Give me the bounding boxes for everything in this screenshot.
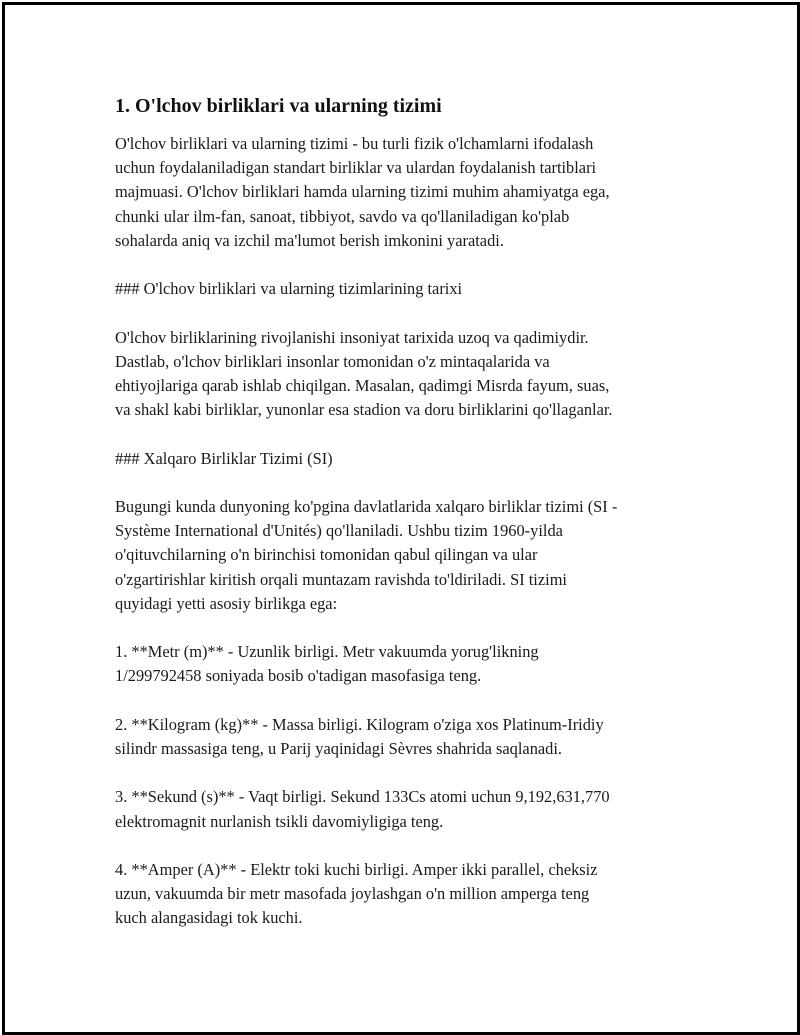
text-line: Système International d'Unités) qo'llaniladi. Ushbu tizim 1960-yilda: [115, 521, 563, 541]
list-item-amper: [115, 858, 695, 931]
text-line: uzun, vakuumda bir metr masofada joylashgan o'n million amperga teng: [115, 884, 590, 904]
text-line: O'lchov birliklari va ularning tizimi - bu turli fizik o'lchamlarni ifodalash: [115, 134, 594, 153]
list-item-kilogram: [115, 713, 695, 761]
section-heading-si: [115, 447, 695, 471]
text-line: ### O'lchov birliklari va ularning tizimlarining tarixi: [115, 279, 463, 299]
document-body: [115, 92, 695, 955]
text-line: majmuasi. O'lchov birliklari hamda ularning tizimi muhim ahamiyatga ega,: [115, 182, 610, 202]
paragraph-history: [115, 326, 695, 423]
text-line: ### Xalqaro Birliklar Tizimi (SI): [115, 448, 333, 468]
text-line: ehtiyojlariga qarab ishlab chiqilgan. Masalan, qadimgi Misrda fayum, suas,: [115, 376, 610, 395]
section-heading-history: [115, 277, 695, 301]
list-item-metr: [115, 640, 695, 688]
document-title: 1. O'lchov birliklari va ularning tizimi: [115, 95, 442, 117]
text-line: uchun foydalaniladigan standart birliklar va ulardan foydalanish tartiblari: [115, 158, 597, 178]
text-line: sohalarda aniq va izchil ma'lumot berish imkonini yaratadi.: [115, 230, 504, 250]
text-line: 1. **Metr (m)** - Uzunlik birligi. Metr vakuumda yorug'likning: [115, 642, 539, 662]
text-line: va shakl kabi birliklar, yunonlar esa stadion va doru birliklarini qo'llaganlar.: [115, 400, 613, 420]
text-line: elektromagnit nurlanish tsikli davomiyligiga teng.: [115, 811, 444, 831]
paragraph-si: [115, 495, 695, 616]
text-line: 2. **Kilogram (kg)** - Massa birligi. Kilogram o'ziga xos Platinum-Iridiy: [115, 714, 604, 734]
text-line: 4. **Amper (A)** - Elektr toki kuchi birligi. Amper ikki parallel, cheksiz: [115, 859, 598, 879]
text-line: silindr massasiga teng, u Parij yaqinidagi Sèvres shahrida saqlanadi.: [115, 738, 563, 758]
text-line: o'zgartirishlar kiritish orqali muntazam ravishda to'ldiriladi. SI tizimi: [115, 569, 567, 589]
text-line: 1/299792458 soniyada bosib o'tadigan masofasiga teng.: [115, 666, 482, 686]
text-line: Dastlab, o'lchov birliklari insonlar tomonidan o'z mintaqalarida va: [115, 351, 550, 371]
text-line: o'qituvchilarning o'n birinchisi tomonidan qabul qilingan va ular: [115, 545, 538, 565]
text-line: O'lchov birliklarining rivojlanishi insoniyat tarixida uzoq va qadimiydir.: [115, 327, 589, 347]
text-line: chunki ular ilm-fan, sanoat, tibbiyot, savdo va qo'llaniladigan ko'plab: [115, 206, 570, 226]
text-line: quyidagi yetti asosiy birlikga ega:: [115, 593, 338, 613]
text-line: 3. **Sekund (s)** - Vaqt birligi. Sekund 133Cs atomi uchun 9,192,631,770: [115, 787, 610, 807]
list-item-sekund: [115, 785, 695, 833]
paragraph-intro: [115, 132, 695, 253]
text-line: kuch alangasidagi tok kuchi.: [115, 908, 303, 928]
text-line: Bugungi kunda dunyoning ko'pgina davlatlarida xalqaro birliklar tizimi (SI -: [115, 496, 618, 516]
